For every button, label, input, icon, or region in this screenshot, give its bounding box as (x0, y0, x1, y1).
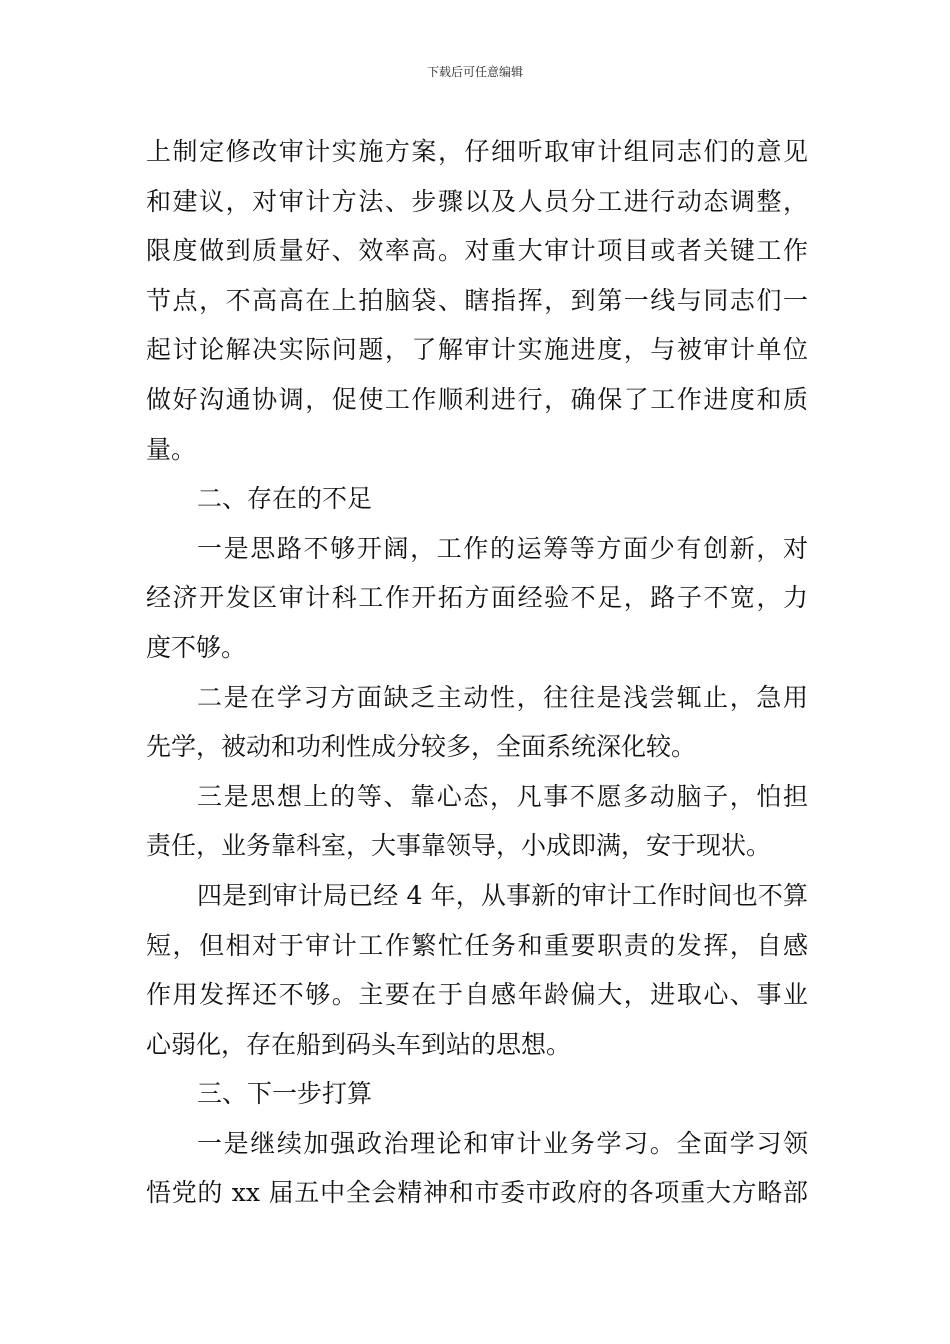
text-line: 二是在学习方面缺乏主动性，往往是浅尝辄止，急用 (197, 682, 808, 712)
text-line: 一是思路不够开阔，工作的运筹等方面少有创新，对 (197, 533, 808, 563)
text-line: 限度做到质量好、效率高。对重大审计项目或者关键工作 (146, 236, 808, 266)
heading-text: 三、下一步打算 (197, 1079, 373, 1109)
text-line: 悟党的 xx 届五中全会精神和市委市政府的各项重大方略部 (146, 1178, 808, 1208)
text-line: 节点，不高高在上拍脑袋、瞎指挥，到第一线与同志们一 (146, 285, 808, 315)
paragraph (146, 772, 808, 871)
text-line: 经济开发区审计科工作开拓方面经验不足，路子不宽，力 (146, 583, 808, 613)
paragraph (146, 1119, 808, 1218)
section-heading (146, 474, 808, 524)
text-line: 起讨论解决实际问题，了解审计实施进度，与被审计单位 (146, 335, 808, 365)
text-line: 先学，被动和功利性成分较多，全面系统深化较。 (146, 732, 697, 762)
page-header: 下载后可任意编辑 (426, 65, 523, 79)
text-line: 和建议，对审计方法、步骤以及人员分工进行动态调整， (146, 186, 808, 216)
section-heading (146, 1069, 808, 1119)
text-line: 三是思想上的等、靠心态，凡事不愿多动脑子，怕担 (197, 781, 808, 811)
text-line: 上制定修改审计实施方案，仔细听取审计组同志们的意见 (146, 137, 808, 166)
text-line: 四是到审计局已经 4 年，从事新的审计工作时间也不算 (197, 880, 808, 910)
text-line: 度不够。 (146, 632, 247, 662)
paragraph (146, 127, 808, 474)
text-line: 做好沟通协调，促使工作顺利进行，确保了工作进度和质 (146, 384, 808, 414)
text-line: 短，但相对于审计工作繁忙任务和重要职责的发挥，自感 (146, 930, 808, 960)
paragraph (146, 673, 808, 772)
text-line: 心弱化，存在船到码头车到站的思想。 (146, 1029, 572, 1059)
paragraph (146, 524, 808, 673)
text-line: 作用发挥还不够。主要在于自感年龄偏大，进取心、事业 (146, 980, 808, 1010)
document-body (146, 127, 808, 1218)
text-line: 一是继续加强政治理论和审计业务学习。全面学习领 (197, 1128, 808, 1158)
paragraph (146, 871, 808, 1069)
heading-text: 二、存在的不足 (197, 484, 373, 514)
text-line: 量。 (146, 434, 197, 464)
text-line: 责任，业务靠科室，大事靠领导，小成即满，安于现状。 (146, 831, 772, 861)
